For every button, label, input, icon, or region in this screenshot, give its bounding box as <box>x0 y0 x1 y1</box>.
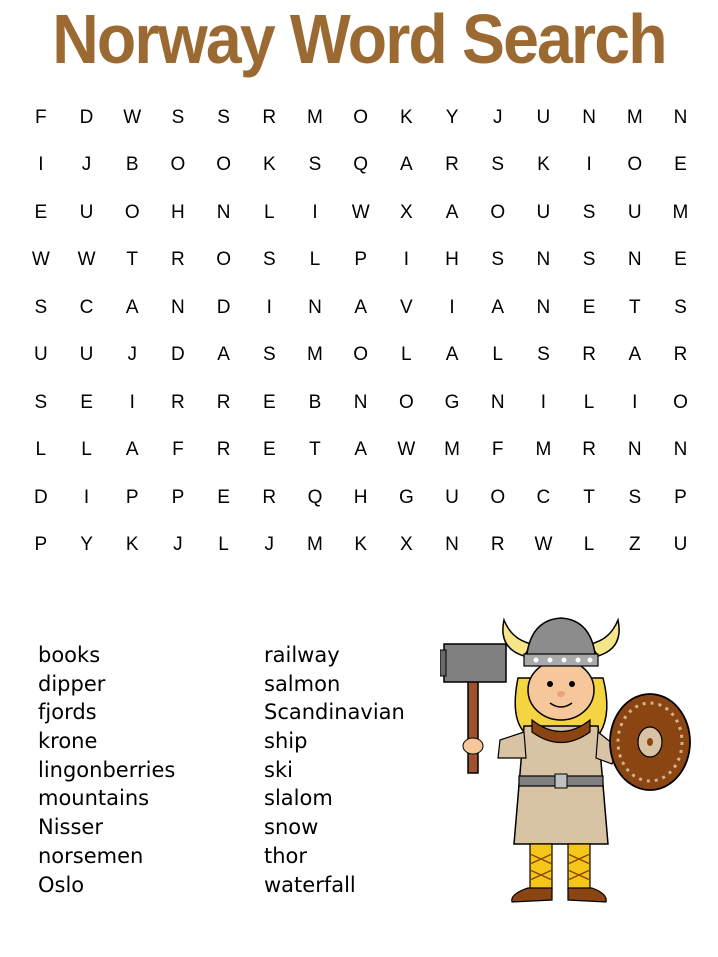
grid-letter: J <box>492 106 503 128</box>
grid-letter: A <box>125 296 139 318</box>
grid-letter: M <box>307 106 323 128</box>
grid-letter: U <box>627 201 642 223</box>
grid-letter: M <box>672 201 689 223</box>
grid-letter: E <box>674 154 687 176</box>
grid-letter: O <box>490 486 506 508</box>
grid-letter: I <box>540 391 547 413</box>
grid-letter: R <box>582 439 596 461</box>
grid-letter: U <box>536 106 551 128</box>
grid-letter: W <box>351 201 370 223</box>
word-list-item: fjords <box>38 700 97 725</box>
grid-letter: P <box>674 486 687 508</box>
word-list-item: railway <box>264 643 340 667</box>
grid-letter: H <box>353 486 368 508</box>
word-list-item: lingonberries <box>38 757 176 782</box>
grid-letter: S <box>491 249 505 271</box>
grid-letter: S <box>582 201 596 223</box>
grid-letter: H <box>171 201 185 223</box>
grid-letter: Q <box>307 486 323 508</box>
grid-letter: M <box>307 534 323 556</box>
grid-letter: I <box>266 296 272 318</box>
grid-letter: R <box>262 106 277 128</box>
grid-letter: Z <box>628 534 641 556</box>
grid-letter: L <box>309 249 321 271</box>
grid-letter: N <box>353 391 368 413</box>
grid-letter: T <box>126 249 139 271</box>
grid-letter: S <box>171 106 185 128</box>
grid-letter: T <box>583 486 595 508</box>
grid-letter: M <box>535 439 552 461</box>
grid-letter: O <box>490 201 506 223</box>
grid-letter: K <box>400 106 413 128</box>
grid-letter: L <box>35 439 47 461</box>
grid-letter: N <box>171 296 185 318</box>
grid-letter: A <box>445 344 459 366</box>
word-list-item: waterfall <box>264 872 356 897</box>
grid-letter: Y <box>80 534 93 556</box>
page-title: Norway Word Search <box>52 0 666 78</box>
grid-letter: M <box>307 344 323 366</box>
grid-letter: L <box>263 201 275 223</box>
grid-letter: I <box>38 154 44 176</box>
grid-letter: J <box>173 534 183 556</box>
word-list-item: slalom <box>264 786 333 811</box>
grid-letter: F <box>491 439 504 461</box>
word-list-item: salmon <box>264 671 341 696</box>
grid-letter: M <box>626 106 643 128</box>
grid-letter: R <box>445 154 459 176</box>
grid-letter: R <box>216 391 231 413</box>
grid-letter: G <box>398 486 414 508</box>
word-list-item: thor <box>264 843 308 868</box>
grid-letter: D <box>171 344 185 366</box>
grid-letter: A <box>445 201 459 223</box>
grid-letter: O <box>124 201 140 223</box>
grid-letter: C <box>536 486 551 508</box>
grid-letter: U <box>33 344 48 366</box>
grid-letter: C <box>79 296 94 318</box>
grid-letter: X <box>400 534 413 556</box>
grid-letter: N <box>536 249 551 271</box>
grid-letter: W <box>534 534 553 556</box>
grid-letter: E <box>262 391 276 413</box>
grid-letter: P <box>34 534 48 556</box>
grid-letter: A <box>628 344 642 366</box>
grid-letter: A <box>491 296 505 318</box>
grid-letter: E <box>34 201 48 223</box>
grid-letter: D <box>33 486 48 508</box>
grid-letter: F <box>172 439 184 461</box>
grid-letter: J <box>81 154 92 176</box>
grid-letter: R <box>171 391 185 413</box>
grid-letter: E <box>262 439 276 461</box>
word-list-item: Scandinavian <box>264 700 405 725</box>
grid-letter: E <box>674 249 687 271</box>
word-list-left <box>38 641 175 899</box>
grid-letter: W <box>31 249 50 271</box>
grid-letter: P <box>125 486 139 508</box>
grid-letter: O <box>170 154 186 176</box>
grid-letter: E <box>217 486 230 508</box>
grid-letter: I <box>312 201 318 223</box>
grid-letter: J <box>264 534 275 556</box>
word-list-item: mountains <box>38 786 150 811</box>
grid-letter: M <box>444 439 460 461</box>
grid-letter: N <box>490 391 505 413</box>
shield-icon <box>610 694 690 790</box>
grid-letter: K <box>537 154 550 176</box>
grid-letter: P <box>171 486 185 508</box>
grid-letter: S <box>582 249 596 271</box>
grid-letter: V <box>400 296 413 318</box>
grid-letter: S <box>262 344 276 366</box>
grid-letter: L <box>81 439 92 461</box>
grid-letter: I <box>632 391 638 413</box>
grid-letter: S <box>34 391 48 413</box>
word-list-item: krone <box>38 729 98 754</box>
grid-letter: K <box>262 154 276 176</box>
grid-letter: U <box>536 201 551 223</box>
grid-letter: R <box>582 344 596 366</box>
grid-letter: U <box>673 534 688 556</box>
grid-letter: U <box>445 486 459 508</box>
grid-letter: N <box>582 106 596 128</box>
grid-letter: W <box>397 439 416 461</box>
grid-letter: L <box>401 344 412 366</box>
grid-letter: X <box>400 201 413 223</box>
grid-letter: F <box>35 106 47 128</box>
grid-letter: A <box>217 344 230 366</box>
grid-letter: S <box>262 249 276 271</box>
grid-letter: I <box>83 486 90 508</box>
grid-letter: O <box>398 391 414 413</box>
grid-letter: R <box>262 486 277 508</box>
word-list-item: books <box>38 643 101 667</box>
word-list-item: Oslo <box>38 872 85 897</box>
grid-letter: H <box>445 249 459 271</box>
grid-letter: S <box>537 344 550 366</box>
grid-letter: P <box>354 249 367 271</box>
grid-letter: A <box>400 154 413 176</box>
grid-letter: A <box>354 296 367 318</box>
grid-letter: A <box>354 439 367 461</box>
grid-letter: N <box>445 534 459 556</box>
word-list-right <box>264 641 405 899</box>
grid-letter: R <box>673 344 688 366</box>
grid-letter: W <box>123 106 142 128</box>
grid-letter: E <box>80 391 93 413</box>
viking-illustration <box>440 608 700 908</box>
grid-letter: W <box>77 249 96 271</box>
grid-letter: N <box>308 296 322 318</box>
word-list-item: dipper <box>38 671 106 696</box>
grid-letter: I <box>129 391 135 413</box>
grid-letter: U <box>79 201 94 223</box>
grid-letter: N <box>536 296 551 318</box>
grid-letter: O <box>627 154 643 176</box>
grid-letter: R <box>171 249 185 271</box>
word-list-item: norsemen <box>38 843 144 868</box>
grid-letter: J <box>127 344 137 366</box>
grid-letter: T <box>309 439 321 461</box>
grid-letter: O <box>353 106 369 128</box>
word-list-item: ski <box>264 757 293 782</box>
grid-letter: G <box>444 391 460 413</box>
word-list-item: snow <box>264 815 319 840</box>
grid-letter: K <box>125 534 139 556</box>
grid-letter: S <box>674 296 687 318</box>
grid-letter: S <box>217 106 230 128</box>
grid-letter: R <box>216 439 231 461</box>
grid-letter: T <box>628 296 641 318</box>
grid-letter: O <box>673 391 688 413</box>
grid-letter: Q <box>353 154 369 176</box>
grid-letter: R <box>490 534 505 556</box>
grid-letter: K <box>354 534 367 556</box>
grid-letter: S <box>628 486 642 508</box>
grid-letter: A <box>125 439 139 461</box>
grid-letter: I <box>449 296 455 318</box>
grid-letter: S <box>34 296 48 318</box>
word-list-item: ship <box>264 729 308 754</box>
word-list-item: Nisser <box>38 815 103 840</box>
grid-letter: U <box>79 344 94 366</box>
grid-letter: N <box>216 201 231 223</box>
grid-letter: E <box>582 296 596 318</box>
grid-letter: L <box>218 534 229 556</box>
grid-letter: S <box>491 154 505 176</box>
grid-letter: I <box>586 154 592 176</box>
grid-letter: L <box>583 534 595 556</box>
grid-letter: D <box>79 106 94 128</box>
grid-letter: S <box>308 154 322 176</box>
grid-letter: O <box>353 344 369 366</box>
grid-letter: Y <box>445 106 459 128</box>
grid-letter: N <box>673 439 688 461</box>
grid-letter: N <box>673 106 688 128</box>
grid-letter: N <box>627 249 642 271</box>
grid-letter: B <box>125 154 139 176</box>
grid-letter: N <box>627 439 642 461</box>
grid-letter: L <box>492 344 503 366</box>
grid-letter: I <box>403 249 409 271</box>
grid-letter: B <box>308 391 322 413</box>
grid-letter: L <box>583 391 595 413</box>
grid-letter: O <box>216 154 231 176</box>
grid-letter: D <box>216 296 231 318</box>
grid-letter: O <box>216 249 231 271</box>
letter-grid <box>18 94 703 569</box>
